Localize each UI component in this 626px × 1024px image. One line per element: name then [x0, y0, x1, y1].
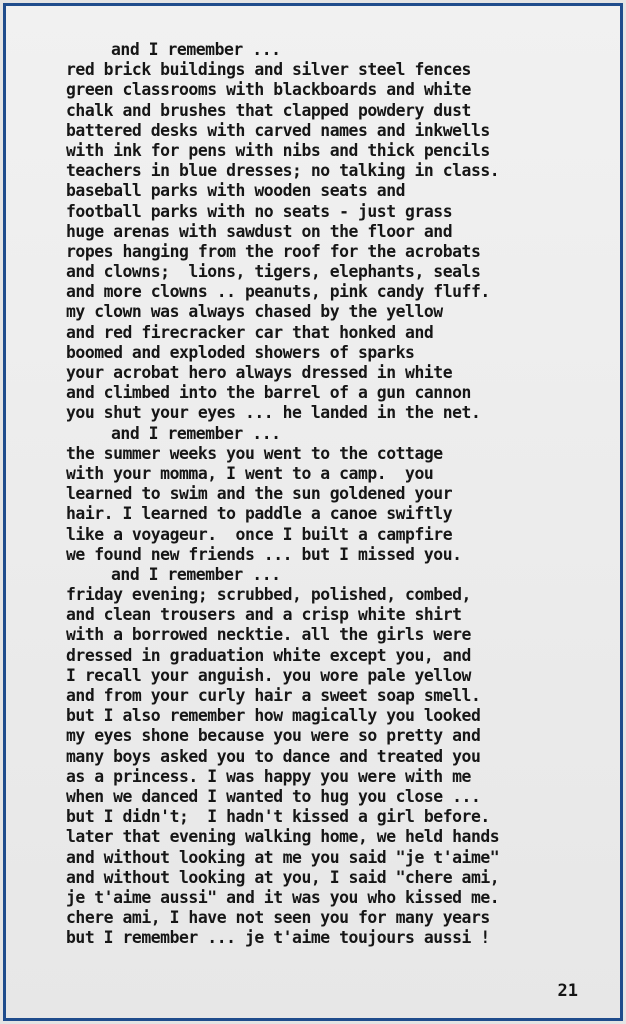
poem-line: but I also remember how magically you looked: [66, 706, 481, 726]
poem-line: boomed and exploded showers of sparks: [66, 342, 415, 362]
page-frame: [3, 3, 623, 1021]
poem-line: with a borrowed necktie. all the girls were: [66, 625, 471, 645]
poem-line: football parks with no seats - just grass: [66, 201, 453, 221]
poem-line: but I didn't; I hadn't kissed a girl before.: [66, 807, 490, 827]
poem-line: and clowns; lions, tigers, elephants, seals: [66, 262, 481, 282]
poem-line: learned to swim and the sun goldened your: [66, 484, 453, 504]
refrain-line: and I remember ...: [111, 423, 281, 443]
poem-line: and red firecracker car that honked and: [66, 322, 434, 342]
poem-line: friday evening; scrubbed, polished, combed,: [66, 585, 471, 605]
poem-line: the summer weeks you went to the cottage: [66, 443, 443, 463]
poem-line: with your momma, I went to a camp. you: [66, 463, 434, 483]
page-number: 21: [557, 981, 578, 1001]
poem-line: I recall your anguish. you wore pale yellow: [66, 665, 471, 685]
poem-line: chere ami, I have not seen you for many years: [66, 908, 490, 928]
refrain-line: and I remember ...: [111, 564, 281, 584]
poem-line: je t'aime aussi" and it was you who kissed me.: [66, 887, 500, 907]
poem-line: hair. I learned to paddle a canoe swiftly: [66, 504, 453, 524]
poem-line: later that evening walking home, we held hands: [66, 827, 500, 847]
poem-line: your acrobat hero always dressed in white: [66, 363, 453, 382]
poem-line: chalk and brushes that clapped powdery dust: [66, 100, 471, 120]
poem-line: and clean trousers and a crisp white shirt: [66, 605, 462, 625]
poem-line: green classrooms with blackboards and white: [66, 80, 471, 100]
poem-line: we found new friends ... but I missed you.: [66, 544, 462, 564]
poem-line: battered desks with carved names and inkwells: [66, 120, 490, 140]
poem-line: and from your curly hair a sweet soap smell.: [66, 686, 481, 705]
poem-line: baseball parks with wooden seats and: [66, 181, 406, 201]
poem-line: and climbed into the barrel of a gun cannon: [66, 383, 471, 403]
poem-line: as a princess. I was happy you were with me: [66, 766, 471, 786]
poem-line: but I remember ... je t'aime toujours aussi !: [66, 928, 490, 948]
poem-line: huge arenas with sawdust on the floor and: [66, 221, 453, 241]
poem-line: and without looking at you, I said "chere ami,: [66, 867, 500, 887]
refrain-line: and I remember ...: [111, 40, 281, 59]
poem-line: with ink for pens with nibs and thick pencils: [66, 140, 490, 160]
poem-line: and more clowns .. peanuts, pink candy fluff.: [66, 282, 490, 302]
poem-line: you shut your eyes ... he landed in the net.: [66, 403, 481, 423]
poem-line: ropes hanging from the roof for the acrobats: [66, 241, 481, 261]
poem-text: [66, 40, 499, 948]
poem-line: many boys asked you to dance and treated you: [66, 746, 481, 766]
poem-line: red brick buildings and silver steel fences: [66, 60, 471, 80]
poem-line: my eyes shone because you were so pretty and: [66, 726, 481, 746]
poem-line: teachers in blue dresses; no talking in class.: [66, 161, 500, 181]
poem-line: when we danced I wanted to hug you close ...: [66, 786, 481, 806]
poem-line: and without looking at me you said "je t'aime": [66, 847, 500, 867]
poem-line: my clown was always chased by the yellow: [66, 302, 443, 322]
poem-line: dressed in graduation white except you, and: [66, 645, 471, 665]
poem-line: like a voyageur. once I built a campfire: [66, 524, 453, 544]
